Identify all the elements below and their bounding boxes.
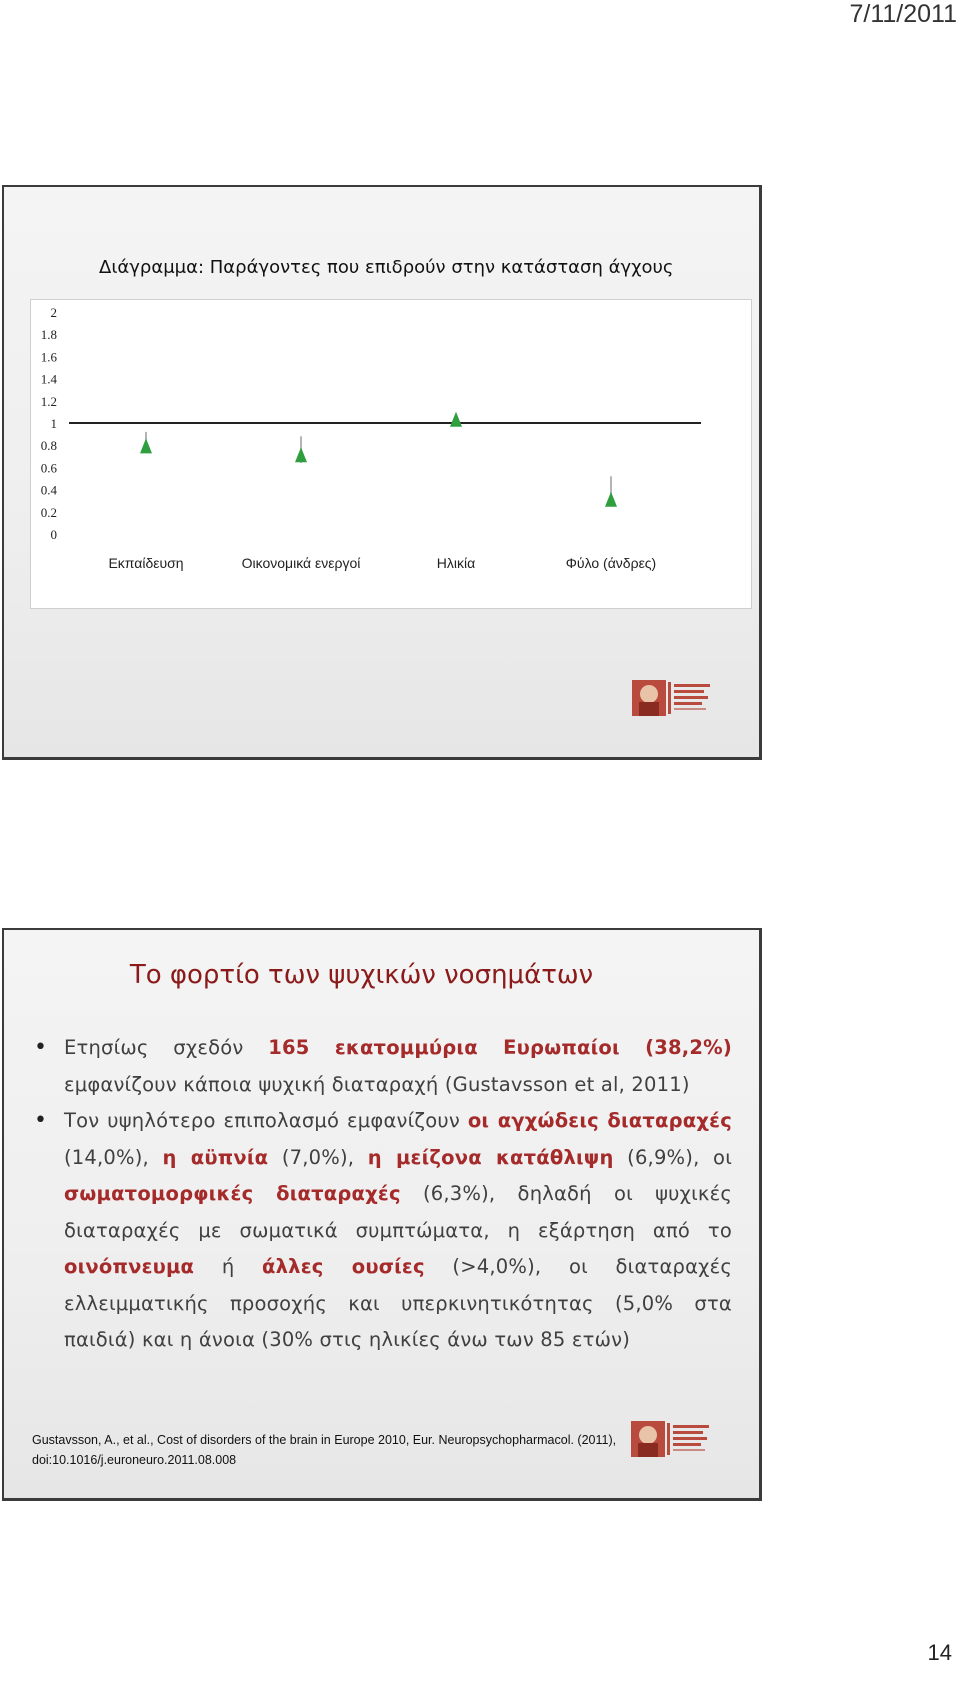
data-point-marker xyxy=(295,447,307,462)
bullet-item xyxy=(32,1103,732,1359)
bullet-list xyxy=(32,1030,732,1359)
reference-citation xyxy=(32,1430,672,1470)
reference-line-1: Gustavsson, A., et al., Cost of disorders of the brain in Europe 2010, Eur. Neuropsychopharmacol. (2011), xyxy=(32,1433,617,1447)
y-tick-label: 0.8 xyxy=(40,438,57,454)
chart-svg xyxy=(31,300,751,608)
y-tick-label: 0.4 xyxy=(40,482,57,498)
bullet-text: (6,3%), δηλαδή οι ψυχικές διαταραχές με σωματικά συμπτώματα, η εξάρτηση από το xyxy=(64,1182,732,1242)
bullet-highlight: σωματομορφικές διαταραχές xyxy=(64,1182,401,1205)
data-point-marker xyxy=(605,492,617,507)
x-category-label: Εκπαίδευση xyxy=(108,555,184,571)
bullet-highlight: 165 εκατομμύρια Ευρωπαίοι (38,2%) xyxy=(268,1036,732,1059)
institution-logo xyxy=(632,680,714,716)
bullet-text: Ετησίως σχεδόν xyxy=(64,1036,269,1059)
slide-burden xyxy=(2,928,762,1501)
data-point-marker xyxy=(140,438,152,453)
bullet-text: (6,9%), οι xyxy=(613,1145,732,1169)
bullet-highlight: οινόπνευμα xyxy=(64,1255,195,1278)
y-tick-label: 0 xyxy=(50,527,57,542)
bullet-text: ή xyxy=(194,1255,263,1278)
x-category-label: Οικονομικά ενεργοί xyxy=(241,555,361,571)
y-tick-label: 1.8 xyxy=(40,327,57,343)
y-tick-label: 1 xyxy=(50,416,57,431)
bullet-highlight: η αϋπνία xyxy=(162,1145,269,1169)
bullet-highlight: οι αγχώδεις διαταραχές xyxy=(467,1109,732,1132)
institution-logo xyxy=(631,1421,713,1457)
page-number: 14 xyxy=(927,1640,952,1665)
slide-title-text: Το φορτίο των ψυχικών νοσημάτων xyxy=(129,960,594,990)
page-date: 7/11/2011 xyxy=(849,0,957,28)
y-tick-label: 0.6 xyxy=(40,460,57,476)
y-tick-label: 1.4 xyxy=(40,371,57,387)
y-tick-label: 0.2 xyxy=(40,504,57,520)
x-category-label: Φύλο (άνδρες) xyxy=(565,555,657,571)
bullet-item xyxy=(32,1030,732,1103)
bullet-highlight: η μείζονα κατάθλιψη xyxy=(367,1145,614,1169)
slide-chart xyxy=(2,185,762,760)
data-point-marker xyxy=(450,412,462,427)
reference-line-2: doi:10.1016/j.euroneuro.2011.08.008 xyxy=(32,1453,237,1467)
bullet-text: (7,0%), xyxy=(268,1145,368,1169)
y-tick-label: 1.2 xyxy=(40,393,57,409)
bullet-text: (14,0%), xyxy=(64,1145,163,1169)
bullet-text: εμφανίζουν κάποια ψυχική διαταραχή (Gustavsson et al, 2011) xyxy=(64,1072,690,1096)
bullet-text: Τον υψηλότερο επιπολασμό εμφανίζουν xyxy=(64,1109,468,1132)
y-tick-label: 2 xyxy=(50,305,57,320)
slide-title xyxy=(4,960,759,990)
bullet-text: (>4,0%), οι διαταραχές ελλειμματικής προσοχής και υπερκινητικότητας (5,0% στα παιδιά) και η άνοια (30% στις ηλικίες άνω των 85 ετών) xyxy=(64,1255,732,1351)
x-category-label: Ηλικία xyxy=(436,555,476,571)
bullet-highlight: άλλες ουσίες xyxy=(262,1255,425,1278)
chart-caption: Διάγραμμα: Παράγοντες που επιδρούν στην κατάσταση άγχους xyxy=(99,257,674,278)
chart-area xyxy=(30,299,752,609)
y-tick-label: 1.6 xyxy=(40,349,57,365)
